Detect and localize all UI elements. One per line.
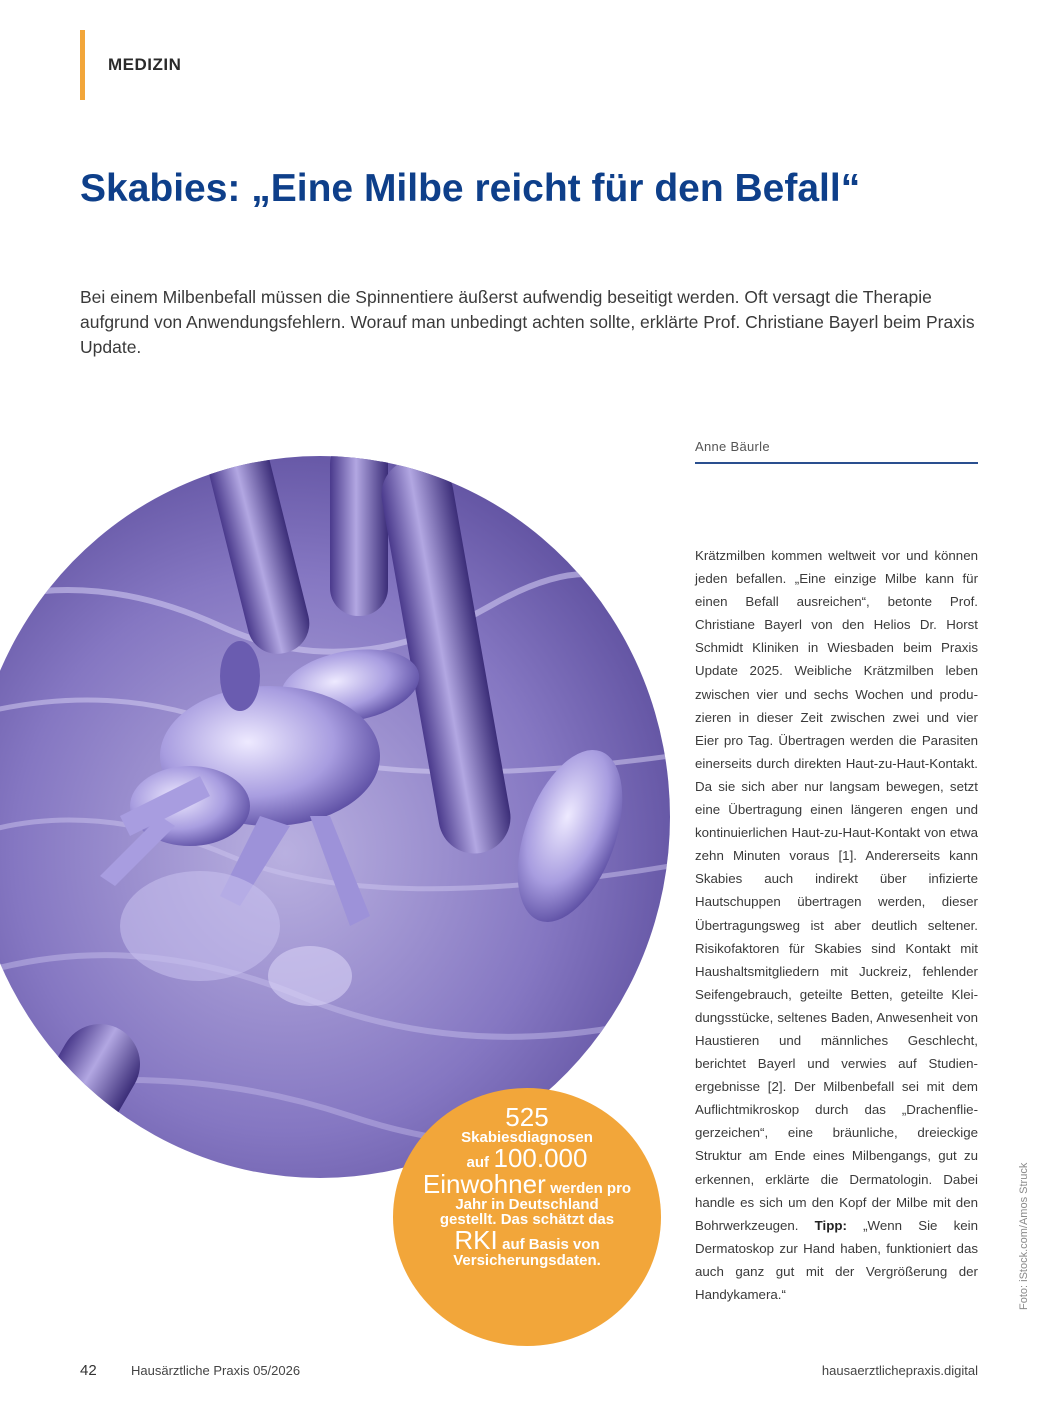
stat-line: Versicherungsdaten.	[453, 1252, 601, 1269]
article-headline: Skabies: „Eine Milbe reicht für den Befall“	[80, 167, 861, 210]
stat-line: werden pro	[550, 1180, 632, 1197]
tip-text: „Wenn Sie kein Dermatoskop zur Hand haben, funktioniert das auch ganz gut mit der Vergrößerung der Handykamera.“	[695, 1217, 978, 1302]
stat-number: 525	[505, 1102, 549, 1132]
stat-line: Jahr in Deutschland	[455, 1196, 599, 1213]
stat-highlight: RKI	[454, 1225, 498, 1255]
stat-highlight: Einwohner	[422, 1169, 546, 1199]
article-body	[695, 544, 978, 1306]
section-label: MEDIZIN	[108, 55, 182, 74]
stat-line: auf	[466, 1154, 490, 1171]
stat-highlight: 100.000	[493, 1143, 588, 1173]
mite-illustration	[0, 456, 670, 1178]
stat-line: auf Basis von	[502, 1236, 600, 1253]
statistic-callout	[393, 1088, 661, 1346]
stat-line: Skabiesdiagnosen	[461, 1129, 593, 1146]
page-number: 42	[80, 1362, 97, 1379]
photo-credit: Foto: iStock.com/Amos Struck	[1018, 1162, 1030, 1310]
tip-label: Tipp:	[814, 1217, 847, 1233]
publication-website: hausaerztlichepraxis.digital	[821, 1363, 978, 1378]
section-accent-bar	[80, 30, 85, 100]
article-lead: Bei einem Milbenbefall müssen die Spinnentiere äußerst aufwendig beseitigt werden. Oft versagt die Therapie aufgrund von Anwendungsfehlern. Worauf man unbedingt achten sollte, erklärte Prof. Christiane Bayerl beim Praxis Update.	[80, 287, 975, 357]
body-paragraph: Krätzmilben kommen weltweit vor und können jeden befallen. „Eine einzige Milbe kann für einen Befall ausreichen“, betonte Prof. Christiane Bayerl von den Helios Dr. Horst Schmidt Kliniken in Wiesbaden beim Praxis Update 2025. Weibliche Krätzmilben leben zwischen vier und sechs Wochen und produzieren in dieser Zeit zwischen zwei und vier Eier pro Tag. Übertragen werden die Parasiten einerseits durch direkten Haut-zu-Haut-Kontakt. Da sie sich aber nur langsam bewegen, setzt eine Übertragung einen längeren engen und kontinuierlichen Haut-zu-Haut-Kontakt von etwa zehn Minuten voraus [1]. Andererseits kann Skabies auch indirekt über infizierte Hautschuppen übertragen werden, dieser Übertragungsweg ist aber deutlich seltener. Risikofaktoren für Skabies sind Kontakt mit Haushaltsmitgliedern mit Juckreiz, fehlender Seifengebrauch, geteilte Betten, geteilte Kleidungsstücke, seltenes Baden, Anwesenheit von Haustieren und männliches Geschlecht, berichtet Bayerl und verwies auf Studienergebnisse [2]. Der Milbenbefall sei mit dem Auflichtmikroskop durch das „Drachenfliegerzeichen“, eine bräunliche, dreieckige Struktur am Ende eines Milbengangs, gut zu erkennen, erklärte die Dermatologin. Dabei handle es sich um den Kopf der Milbe mit den Bohrwerkzeugen.	[695, 548, 978, 1233]
author-name: Anne Bäurle	[695, 439, 770, 454]
author-divider	[695, 462, 978, 464]
publication-issue: Hausärztliche Praxis 05/2026	[131, 1363, 301, 1378]
stat-line: gestellt. Das schätzt das	[439, 1211, 615, 1228]
